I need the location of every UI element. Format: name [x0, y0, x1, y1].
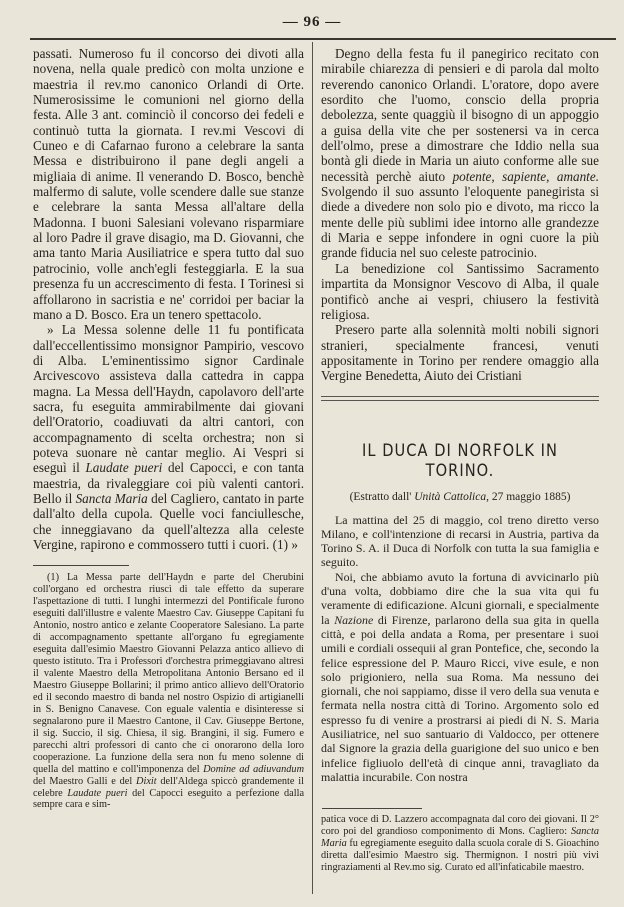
footnote-rule — [33, 565, 129, 566]
article-source: (Estratto dall' Unità Cattolica, 27 maggio 1885) — [349, 490, 571, 503]
header-rule — [30, 38, 616, 40]
paragraph-festa: passati. Numeroso fu il concorso dei divoti alla novena, nella quale predicò con molta unzione e maestria il rev.mo canonico Orlandi di Orte. Numerosissime le comunioni nel giorno della festa. Alle 3 ant. cominciò il concorso dei fedeli e continuò tutta la giornata. I rev.mi Vescovi di Cuneo e di Cafarnao furono a celebrare la santa Messa e distribuirono il pane degli angeli a migliaia di anime. Il venerando D. Bosco, benchè malfermo di salute, volle scendere dalle sue stanze e celebrare la santa Messa all'altare della Madonna. I buoni Salesiani volevano risparmiare al loro Padre il grave disagio, ma D. Giovanni, che ama tanto Maria Ausiliatrice e spera tutto dal suo patrocinio, volle anch'egli festeggiarla. E la sua presenza fu un accrescimento di festa. I Torinesi si affollarono in sacristia e ne' corridoi per baciar la mano a D. Bosco. Era un tenero spettacolo. — [33, 46, 304, 322]
footnote — [33, 572, 304, 811]
paragraph-visita: Noi, che abbiamo avuto la fortuna di avvicinarlo più d'una volta, dobbiamo dire che la sua vita qui fu veramente di edificazione. Alcuni giornali, e specialmente la Nazione di Firenze, parlarono della sua gita in quella città, e poi della andata a Roma, per presentare i suoi umili e cordiali ossequii al gran Pontefice, che, secondo la felice espressione del P. Mauro Ricci, vive esule, e non solo prigioniero, nella sua Roma. Ma nessuno dei giornali, che noi sappiamo, disse il vero della sua venuta e fermata nella nostra città di Torino. Argomento solo ed espresso fu di venire a prostrarsi ai piedi di N. S. Maria Ausiliatrice, nel suo santuario di Valdocco, per ottenere dal Signore la grazia della guarigione del suo unico e ben infelice figliuolo dell'età di cinque anni, travagliato da malattia incurabile. Con nostra — [321, 569, 599, 784]
footnote-continued — [321, 814, 599, 874]
paragraph-messa-solenne: » La Messa solenne delle 11 fu pontificata dall'eccellentissimo monsignor Pampirio, vescovo di Alba. L'eminentissimo signor Cardinale Arcivescovo assisteva dalla cattedra in cappa magna. La Messa dell'Haydn, capolavoro dell'arte sacra, fu eseguita ammirabilmente dai giovani dell'Oratorio, coadiuvati da altri cantori, con accompagnamento di scelta orchestra; non si poteva suonare nè cantar meglio. Ai Vespri si eseguì il Laudate pueri del Capocci, e con tanta maestria, da rivaleggiare coi più valenti cantori. Bello il Sancta Maria del Cagliero, cantato in parte dall'alto della cupola. Quelle voci fanciullesche, che inneggiavano da quell'altezza alla celeste Vergine, rapirono e commossero tutti i cuori. (1) » — [33, 322, 304, 552]
page-number: — 96 — — [282, 14, 342, 30]
section-rule — [321, 396, 599, 401]
footnote-text: (1) La Messa parte dell'Haydn e parte del Cherubini coll'organo ed orchestra riuscì di tale effetto da superare l'aspettazione di tutti. I lunghi intermezzi del Pontificale furono eseguiti dall'illustre e valente Maestro Cav. Giuseppe Capitani fu Antonio, nostro antico e zelante Cooperatore Salesiano. La parte di accompagnamento spettante all'organo fu egregiamente eseguita dall'esimio Maestro Giovanni Pelazza antico allievo di questo istituto. Tra i Professori d'orchestra primeggiavano altresì il valente Maestro della Metropolitana Antonio Bersano ed il Maestro Giuseppe Bollarini; il primo antico allievo dell'Oratorio ed il secondo maestro di banda nel nostro Ospizio di artigianelli in S. Benigno Canavese. Con eguale valentia e disinteresse si segnalarono pure il Maestro Cantone, il Cav. Giuseppe Bertone, il sig. Succio, il sig. Chiesa, il sig. Brangini, il sig. Fumero e parecchi altri professori di canto che ci onorarono della loro cooperazione. La funzione della sera non fu meno solenne di quella del mattino e coll'imponenza del Domine ad adiuvandum del Maestro Galli e del Dixit dell'Aldega spiccò grandemente il celebre Laudate pueri del Capocci eseguito a perfezione dalla sempre cara e sim- — [33, 572, 305, 811]
paragraph-panegirico: Degno della festa fu il panegirico recitato con mirabile chiarezza di pensieri e di parola dal molto reverendo canonico Orlandi. L'oratore, dopo avere esordito che l'uomo, conscio della propria debolezza, sente quaggiù il bisogno di un appoggio a guisa della vite che per sostenersi va in cerca dell'olmo, prese a dimostrare che Iddio nella sua bontà gli diede in Maria un aiuto conforme alle sue necessità perchè aiuto potente, sapiente, amante. Svolgendo il suo assunto l'eloquente panegirista si diede a divedere non solo pio e divoto, ma ricco la mente delle più sublimi idee intorno alle grandezze di Maria e seppe infondere in ogni cuore la più grande fiducia nel suo celeste patrocinio. — [321, 46, 600, 261]
right-column — [321, 46, 599, 784]
paragraph-stranieri: Presero parte alla solennità molti nobili signori stranieri, specialmente francesi, venuti appositamente in Torino per rendere omaggio alla Vergine Benedetta, Aiuto dei Cristiani — [321, 322, 599, 384]
paragraph-benedizione: La benedizione col Santissimo Sacramento impartita da Monsignor Vescovo di Alba, il quale pontificò anche ai vespri, chiusero la festività religiosa. — [321, 260, 599, 322]
column-divider — [312, 42, 313, 894]
footnote-rule-right — [322, 808, 422, 809]
article-body — [321, 513, 599, 785]
left-column — [33, 46, 304, 811]
footnote-continued-text: patica voce di D. Lazzero accompagnata dal coro dei giovani. Il 2° coro poi del grandioso componimento di Mons. Cagliero: Sancta Maria fu egregiamente eseguito dalla scuola corale di S. Gioachino diretta dall'esimio Maestro sig. Thermignon. I nostri più vivi ringraziamenti al Rev.mo sig. Curato ed all'infaticabile maestro. — [321, 814, 599, 873]
article-headline: IL DUCA DI NORFOLK IN TORINO. — [362, 440, 558, 481]
paragraph-partenza: La mattina del 25 di maggio, col treno diretto verso Milano, e coll'intenzione di recarsi in Austria, partiva da Torino S. A. il Duca di Norfolk con tutta la sua famiglia e seguito. — [321, 512, 599, 570]
